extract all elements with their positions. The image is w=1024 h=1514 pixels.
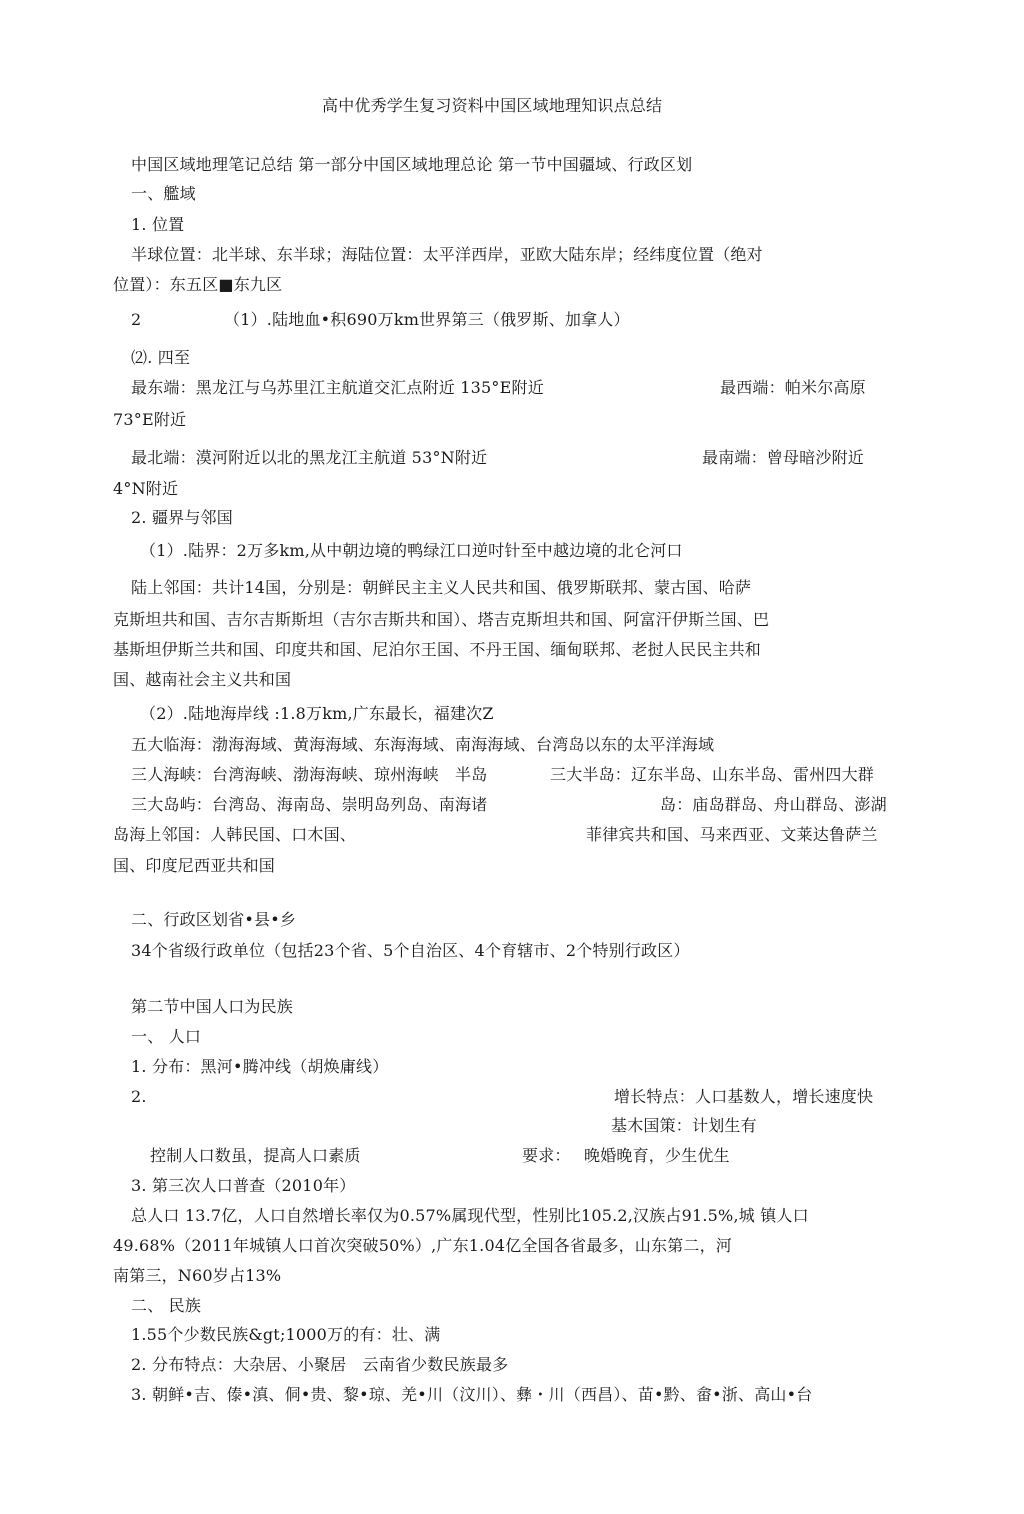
text-line: 岛海上邻国：人韩民国、口木国、	[113, 825, 357, 844]
text-line: 半球位置：北半球、东半球；海陆位置：太平洋西岸，亚欧大陆东岸；经纬度位置（绝对	[131, 245, 763, 264]
section-heading: 二、行政区划省•县•乡	[131, 910, 297, 929]
text-line: 34个省级行政单位（包括23个省、5个自治区、4个育辖市、2个特别行政区）	[131, 941, 690, 960]
text-line: 基木国策：计划生有	[611, 1116, 757, 1135]
text-line: 最南端：曾母暗沙附近	[702, 448, 865, 467]
subheading: 3. 第三次人口普查（2010年）	[131, 1176, 356, 1195]
text-line: 菲律宾共和国、马来西亚、文莱达鲁萨兰	[586, 825, 878, 844]
text-line: 陆上邻国：共计14国，分别是：朝鲜民主主义人民共和国、俄罗斯联邦、蒙古国、哈萨	[131, 578, 752, 597]
text-line: （1）.陆界：2万多km,从中朝边境的鸭绿江口逆吋针至中越边境的北仑河口	[140, 541, 683, 560]
text-line: 南第三，N60岁占13%	[113, 1266, 282, 1285]
text-line: 控制人口数虽，提高人口素质	[150, 1146, 361, 1165]
text-line: 三大岛屿：台湾岛、海南岛、崇明岛列岛、南海诸	[131, 795, 488, 814]
text-line: 4°N附近	[113, 479, 179, 498]
text-line: 最北端：漠河附近以北的黑龙江主航道 53°N附近	[131, 448, 488, 467]
text-line: 2	[131, 310, 142, 329]
text-line: 中国区域地理笔记总结 第一部分中国区域地理总论 第一节中国疆域、行政区划	[131, 155, 693, 174]
text-line: 三大半岛：辽东半岛、山东半岛、雷州四大群	[550, 765, 875, 784]
text-line: （2）.陆地海岸线 :1.8万km,广东最长，福建次Z	[140, 704, 494, 723]
section-heading: 第二节中国人口为民族	[131, 997, 294, 1016]
text-line: 最东端：黑龙江与乌苏里江主航道交汇点附近 135°E附近	[131, 378, 544, 397]
text-line: 1.55个少数民族&gt;1000万的有：壮、满	[131, 1325, 441, 1344]
text-line: 国、印度尼西亚共和国	[113, 856, 276, 875]
text-line: 五大临海：渤海海域、黄海海域、东海海域、南海海域、台湾岛以东的太平洋海域	[131, 735, 715, 754]
text-line: 基斯坦伊斯兰共和国、印度共和国、尼泊尔王国、不丹王国、缅甸联邦、老挝人民民主共和	[113, 640, 762, 659]
text-line: 岛：庙岛群岛、舟山群岛、澎湖	[660, 795, 887, 814]
text-line: 克斯坦共和国、吉尔吉斯斯坦（吉尔吉斯共和国）、塔吉克斯坦共和国、阿富汗伊斯兰国、巴	[113, 610, 770, 629]
text-line: （1）.陆地血•积690万km世界第三（俄罗斯、加拿人）	[224, 310, 630, 329]
text-line: 最西端：帕米尔高原	[720, 378, 866, 397]
subheading: 1. 位置	[131, 215, 185, 234]
text-line: 73°E附近	[113, 410, 187, 429]
text-line: 总人口 13.7亿，人口自然增长率仅为0.57%属现代型，性别比105.2,汉族占91.5%,城 镇人口	[131, 1206, 809, 1225]
subheading: ⑵. 四至	[131, 348, 191, 367]
text-line: 49.68%（2011年城镇人口首次突破50%）,广东1.04亿全国各省最多，山东第二，河	[113, 1236, 733, 1255]
section-heading: 一、艦域	[131, 184, 196, 203]
text-line: 1. 分布：黑河•腾冲线（胡焕庸线）	[131, 1057, 389, 1076]
doc-title: 高中优秀学生复习资料中国区域地理知识点总结	[322, 96, 663, 115]
text-line: 3. 朝鲜•吉、傣•滇、侗•贵、黎•琼、羌•川（汶川）、彝・川（西昌）、苗•黔、畲•浙、高山•台	[131, 1385, 813, 1404]
section-heading: 二、 民族	[131, 1296, 202, 1315]
text-line: 2.	[131, 1087, 147, 1106]
text-line: 2. 分布特点：大杂居、小聚居 云南省少数民族最多	[131, 1355, 509, 1374]
text-line: 三人海峡：台湾海峡、渤海海峡、琼州海峡 半岛	[131, 765, 488, 784]
text-line: 增长特点：人口基数人，增长速度快	[614, 1087, 874, 1106]
subheading: 2. 疆界与邻国	[131, 508, 233, 527]
text-line: 位置）：东五区■东九区	[113, 275, 283, 294]
section-heading: 一、 人口	[131, 1027, 202, 1046]
text-line: 要求：	[522, 1146, 571, 1165]
text-line: 国、越南社会主义共和国	[113, 670, 292, 689]
text-line: 晚婚晚育，少生优生	[584, 1146, 730, 1165]
